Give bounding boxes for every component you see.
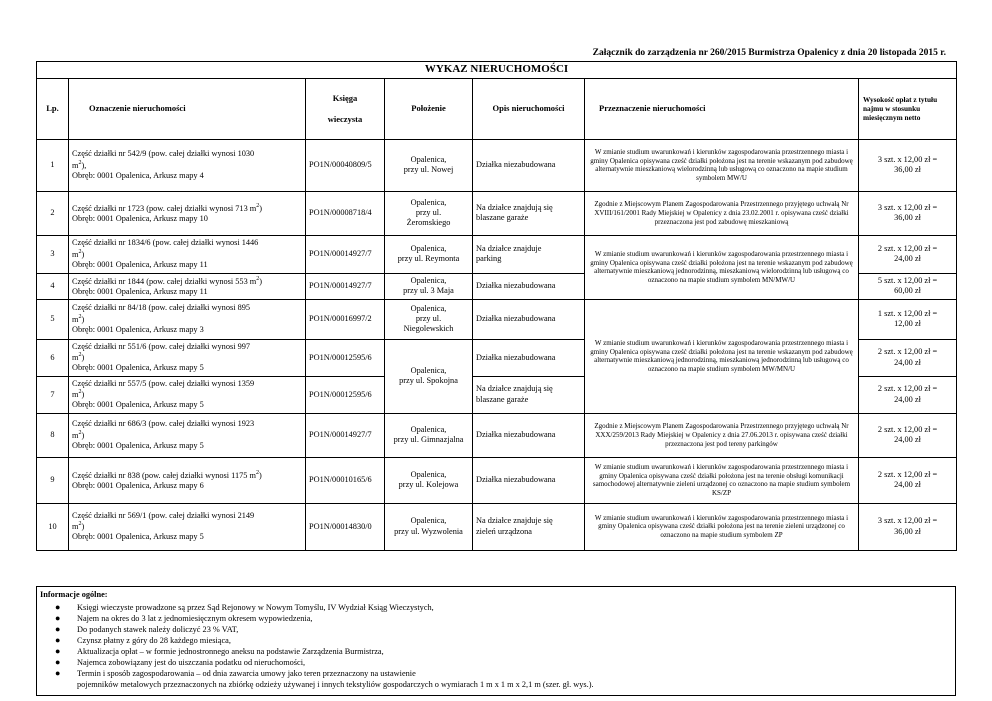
table-header-row: [37, 78, 957, 139]
list-item: ● Najemca zobowiązany jest do uiszczania podatku od nieruchomości,: [55, 657, 306, 667]
list-item: ● Aktualizacja opłat – w formie jednostronnego aneksu na podstawie Zarządzenia Burmistrza,: [55, 646, 384, 656]
row-designation: Część działki nr 551/6 (pow. całej działki wynosi 997 $m^2$) Obręb: 0001 Opalenica, Arkusz mapy 5: [69, 339, 306, 376]
row-description: Działka niezabudowana: [473, 273, 585, 299]
row-description: Na działce znajdują się blaszane garaże: [473, 191, 585, 235]
row-fee: 3 szt. x 12,00 zł = 36,00 zł: [859, 503, 957, 550]
row-description: Działka niezabudowana: [473, 139, 585, 191]
table-row: [37, 191, 957, 235]
list-item: ● Księgi wieczyste prowadzone są przez Sąd Rejonowy w Nowym Tomyślu, IV Wydział Ksiąg Wieczystych,: [55, 602, 434, 612]
row-lp: 8: [37, 413, 69, 457]
row-location: Opalenica, przy ul. Reymonta: [385, 235, 473, 273]
row-land-register: PO1N/00014927/7: [306, 235, 385, 273]
row-fee: 2 szt. x 12,00 zł = 24,00 zł: [859, 376, 957, 413]
row-designation: Część działki nr 1723 (pow. całej działki wynosi 713 $m^2$) Obręb: 0001 Opalenica, Arkusz mapy 10: [69, 191, 306, 235]
bullet-icon: ●: [55, 624, 61, 634]
bullet-icon: ●: [55, 646, 61, 656]
list-item: ● Termin i sposób zagospodarowania – od dnia zawarcia umowy jako teren przeznaczony na ustawienie pojemników metalowych przeznaczonych na zbiórkę odzieży używanej i innych tekstyliów gospodarczych o wymiarach 1 m x 1 m x 2,1 m (szer. gł. wys.).: [55, 668, 594, 689]
bullet-icon: ●: [55, 613, 61, 623]
table-row: [37, 139, 957, 191]
list-item: ● Najem na okres do 3 lat z jednomiesięcznym okresem wypowiedzenia,: [55, 613, 313, 623]
bullet-icon: ●: [55, 668, 61, 678]
row-fee: 3 szt. x 12,00 zł = 36,00 zł: [859, 139, 957, 191]
row-fee: 2 szt. x 12,00 zł = 24,00 zł: [859, 457, 957, 503]
header-przeznaczenie: Przeznaczenie nieruchomości: [585, 78, 859, 139]
row-fee: 5 szt. x 12,00 zł = 60,00 zł: [859, 273, 957, 299]
header-oplata: Wysokość opłat z tytułu najmu w stosunku miesięcznym netto: [859, 78, 957, 139]
table-row: [37, 457, 957, 503]
row-land-register: PO1N/00008718/4: [306, 191, 385, 235]
property-table: [36, 61, 957, 551]
row-location: Opalenica, przy ul. Spokojna: [385, 339, 473, 413]
row-fee: 2 szt. x 12,00 zł = 24,00 zł: [859, 339, 957, 376]
table-row: [37, 299, 957, 339]
row-lp: 10: [37, 503, 69, 550]
row-land-register: PO1N/00014927/7: [306, 273, 385, 299]
header-ksiega: Księga wieczysta: [306, 78, 385, 139]
row-location: Opalenica, przy ul. Gimnazjalna: [385, 413, 473, 457]
row-purpose: W zmianie studium uwarunkowań i kierunków zagospodarowania przestrzennego miasta i gminy Opalenica opisywana cześć działki położona jest na terenie wskazanym pod zabudowę alternatywnie mieszkaniową wielorodzinną lub usługową co oznaczono na mapie studium symbolem MW/U: [585, 139, 859, 191]
row-land-register: PO1N/00014830/0: [306, 503, 385, 550]
general-information-box: [36, 586, 956, 696]
row-lp: 4: [37, 273, 69, 299]
row-description: Na działce znajduje się zieleń urządzona: [473, 503, 585, 550]
row-purpose: W zmianie studium uwarunkowań i kierunków zagospodarowania przestrzennego miasta i gminy Opalenica opisywana cześć działki położona jest na terenie zieleni urządzonej co oznaczono na mapie studium symbolem ZP: [585, 503, 859, 550]
row-description: Działka niezabudowana: [473, 339, 585, 376]
list-item: ● Do podanych stawek należy doliczyć 23 % VAT,: [55, 624, 239, 634]
header-lp: Lp.: [37, 78, 69, 139]
table-row: [37, 235, 957, 273]
header-opis: Opis nieruchomości: [473, 78, 585, 139]
row-lp: 1: [37, 139, 69, 191]
row-purpose: W zmianie studium uwarunkowań i kierunków zagospodarowania przestrzennego miasta i gminy Opalenica opisywana cześć działki położona jest na terenie wskazanym pod zabudowę alternatywnie mieszkaniową jednorodzinną, mieszkaniową jednorodzinną lub usługową co oznaczono na mapie studium symbolem MW/MN/U: [585, 299, 859, 413]
row-land-register: PO1N/00014927/7: [306, 413, 385, 457]
header-oznaczenie: Oznaczenie nieruchomości: [69, 78, 306, 139]
annex-reference: Załącznik do zarządzenia nr 260/2015 Burmistrza Opalenicy z dnia 20 listopada 2015 r.: [592, 48, 946, 58]
property-list-table-frame: [36, 61, 956, 551]
row-designation: Część działki nr 686/3 (pow. całej działki wynosi 1923 $m^2$) Obręb: 0001 Opalenica, Arkusz mapy 5: [69, 413, 306, 457]
row-land-register: PO1N/00012595/6: [306, 376, 385, 413]
row-location: Opalenica, przy ul. Nowej: [385, 139, 473, 191]
list-item: ● Czynsz płatny z góry do 28 każdego miesiąca,: [55, 635, 231, 645]
row-lp: 7: [37, 376, 69, 413]
header-polozenie: Położenie: [385, 78, 473, 139]
row-fee: 2 szt. x 12,00 zł = 24,00 zł: [859, 235, 957, 273]
row-location: Opalenica, przy ul. Niegolewskich: [385, 299, 473, 339]
row-description: Działka niezabudowana: [473, 457, 585, 503]
row-fee: 2 szt. x 12,00 zł = 24,00 zł: [859, 413, 957, 457]
row-location: Opalenica, przy ul. Wyzwolenia: [385, 503, 473, 550]
row-purpose: Zgodnie z Miejscowym Planem Zagospodarowania Przestrzennego przyjętego uchwałą Nr XVIII/161/2001 Rady Miejskiej w Opalenicy z dnia 23.02.2001 r. opisywana cześć działki przeznaczona jest pod zabudowę mieszkaniową: [585, 191, 859, 235]
general-information-list: [37, 602, 955, 690]
table-title: WYKAZ NIERUCHOMOŚCI: [37, 62, 957, 79]
general-information-title: Informacje ogólne:: [40, 590, 108, 599]
row-purpose: Zgodnie z Miejscowym Planem Zagospodarowania Przestrzennego przyjętego uchwałą Nr XXX/259/2013 Rady Miejskiej w Opalenicy z dnia 27.06.2013 r. opisywana cześć działki przeznaczona jest pod tereny parkingów: [585, 413, 859, 457]
row-designation: Część działki nr 569/1 (pow. całej działki wynosi 2149 $m^2$) Obręb: 0001 Opalenica, Arkusz mapy 5: [69, 503, 306, 550]
row-designation: Część działki nr 84/18 (pow. całej działki wynosi 895 $m^2$) Obręb: 0001 Opalenica, Arkusz mapy 3: [69, 299, 306, 339]
table-row: [37, 413, 957, 457]
row-land-register: PO1N/00010165/6: [306, 457, 385, 503]
list-item-continuation: pojemników metalowych przeznaczonych na zbiórkę odzieży używanej i innych tekstyliów gospodarczych o wymiarach 1 m x 1 m x 2,1 m (szer. gł. wys.).: [77, 680, 594, 689]
row-location: Opalenica, przy ul. 3 Maja: [385, 273, 473, 299]
row-description: Działka niezabudowana: [473, 299, 585, 339]
row-designation: Część działki nr 838 (pow. całej działki wynosi 1175 $m^2$) Obręb: 0001 Opalenica, Arkusz mapy 6: [69, 457, 306, 503]
row-land-register: PO1N/00040809/5: [306, 139, 385, 191]
bullet-icon: ●: [55, 657, 61, 667]
row-designation: Część działki nr 557/5 (pow. całej działki wynosi 1359 $m^2$) Obręb: 0001 Opalenica, Arkusz mapy 5: [69, 376, 306, 413]
row-designation: Część działki nr 542/9 (pow. całej działki wynosi 1030 $m^2$), Obręb: 0001 Opalenica, Arkusz mapy 4: [69, 139, 306, 191]
table-row: [37, 503, 957, 550]
row-land-register: PO1N/00016997/2: [306, 299, 385, 339]
row-purpose: W zmianie studium uwarunkowań i kierunków zagospodarowania przestrzennego miasta i gminy Opalenica opisywana cześć działki położona jest na terenie wskazanym pod zabudowę alternatywnie mieszkaniową jednorodzinną, mieszkaniową wielorodzinną lub usługową co oznaczono na mapie studium symbolem MN/MW/U: [585, 235, 859, 299]
row-designation: Część działki nr 1844 (pow. całej działki wynosi 553 $m^2$) Obręb: 0001 Opalenica, Arkusz mapy 11: [69, 273, 306, 299]
row-lp: 9: [37, 457, 69, 503]
row-land-register: PO1N/00012595/6: [306, 339, 385, 376]
row-purpose: W zmianie studium uwarunkowań i kierunków zagospodarowania przestrzennego miasta i gminy Opalenica opisywana cześć działki położona jest na terenie obsługi komunikacji samochodowej alternatywnie zieleni urządzonej co oznaczono na mapie studium symbolem KS/ZP: [585, 457, 859, 503]
row-lp: 6: [37, 339, 69, 376]
row-location: Opalenica, przy ul. Żeromskiego: [385, 191, 473, 235]
bullet-icon: ●: [55, 602, 61, 612]
row-description: Na działce znajduje parking: [473, 235, 585, 273]
row-lp: 5: [37, 299, 69, 339]
row-description: Na działce znajdują się blaszane garaże: [473, 376, 585, 413]
row-lp: 3: [37, 235, 69, 273]
row-fee: 3 szt. x 12,00 zł = 36,00 zł: [859, 191, 957, 235]
row-designation: Część działki nr 1834/6 (pow. całej działki wynosi 1446 $m^2$) Obręb: 0001 Opalenica, Arkusz mapy 11: [69, 235, 306, 273]
row-fee: 1 szt. x 12,00 zł = 12,00 zł: [859, 299, 957, 339]
bullet-icon: ●: [55, 635, 61, 645]
row-lp: 2: [37, 191, 69, 235]
row-location: Opalenica, przy ul. Kolejowa: [385, 457, 473, 503]
row-description: Działka niezabudowana: [473, 413, 585, 457]
